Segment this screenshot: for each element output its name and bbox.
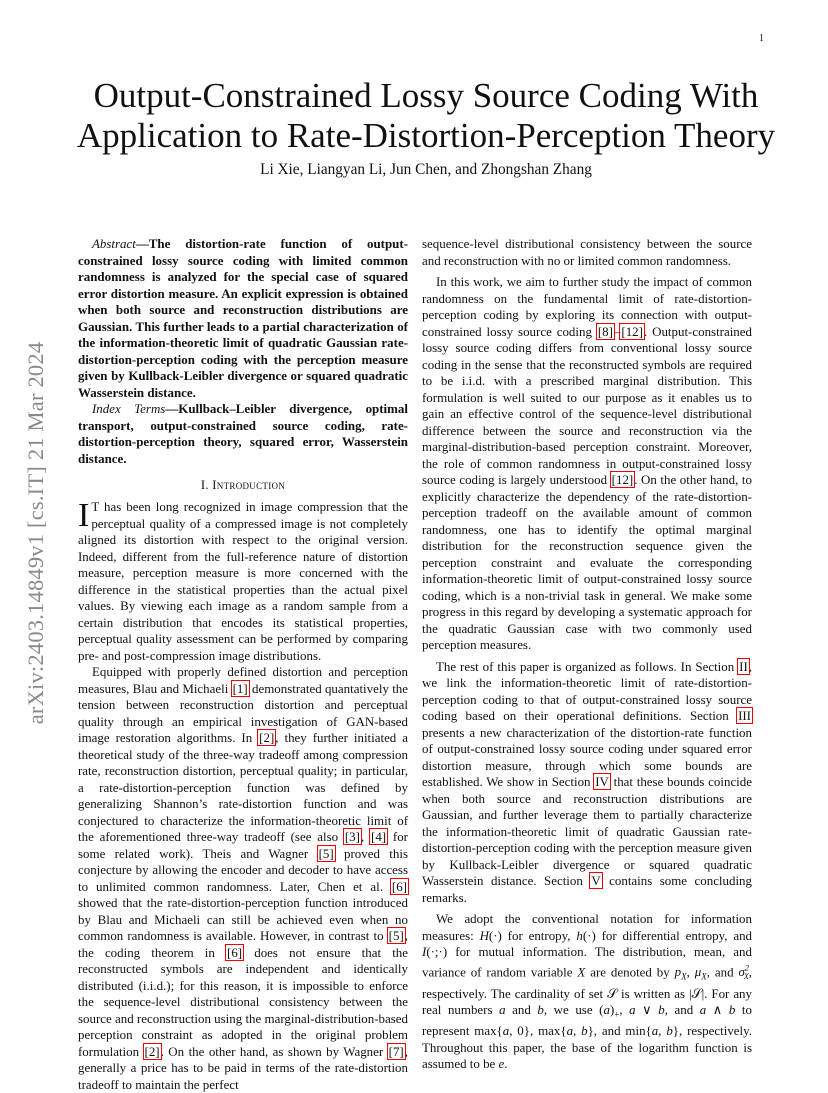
intro-paragraph-2: Equipped with properly defined distortion and perception measures, Blau and Michaeli [1] demonstrated quantatively the tension between reconstruction distortion and perceptual quality through an empirical investigation of GAN-based image restoration algorithms. In [2], they further initiated a theoretical study of the three-way tradeoff among compression rate, reconstruction distortion, perceptual quality; in particular, a rate-distortion-perception function was defined by generalizing Shannon’s rate-distortion function and was conjectured to characterize the information-theoretic limit of the aforementioned three-way tradeoff (see also [3], [4] for some related work). Theis and Wagner [5] proved this conjecture by allowing the encoder and decoder to have access to unlimited common randomness. Later, Chen et al. [6] showed that the rate-distortion-perception function introduced by Blau and Michaeli can still be achieved even when no common randomness is available. However, in contrast to [5], the coding theorem in [6] does not ensure that the reconstructed symbols are independent and identically distributed (i.i.d.); for this reason, it is impossible to enforce the sequence-level distributional consistency between the source and reconstruction using the marginal-distribution-based perception constraint as adopted in the original problem formulation [2]. On the other hand, as shown by Wagner [7], generally a price has to be paid in terms of the rate-distortion tradeoff to maintain the perfect (78, 664, 409, 1092)
authors: Li Xie, Liangyan Li, Jun Chen, and Zhongshan Zhang (260, 161, 592, 178)
intro-paragraph-5: The rest of this paper is organized as follows. In Section II, we link the information-theoretic limit of rate-distortion-perception coding to that of output-constrained lossy source coding based on their operational definitions. Section III presents a new characterization of the distortion-rate function of output-constrained lossy source coding under squared error distortion measure, through which some bounds are established. We show in Section IV that these bounds coincide when both source and reconstruction distributions are Gaussian, and further leverage them to partially characterize the information-theoretic limit of quadratic Gaussian rate-distortion-perception coding with the perception measure given by Kullback-Leibler divergence or squared quadratic Wasserstein distance. Section V contains some concluding remarks. (422, 658, 752, 905)
intro-paragraph-4: In this work, we aim to further study the impact of common randomness on the fundamental limit of rate-distortion-perception coding by exploring its connection with output-constrained lossy source coding [8]–[12]. Output-constrained lossy source coding differs from conventional lossy source coding in the sense that the reconstructed symbols are required to be i.i.d. with a prescribed marginal distribution. This formulation is well suited to our purpose as it enables us to gain an effective control of the sequence-level distributional difference between the source and reconstruction via the marginal-distribution-based perception constraint. Moreover, the role of common randomness in output-constrained lossy source coding is largely understood [12]. On the other hand, to explicitly characterize the dependency of the rate-distortion-perception tradeoff on the available amount of common randomness, one has to identify the optimal marginal distribution for the reconstruction sequence given the perception constraint and evaluate the corresponding information-theoretic limit of output-constrained lossy source coding, which is a non-trivial task in general. We make some progress in this regard by developing a systematic approach for the quadratic Gaussian case with two commonly used perception measures. (422, 274, 752, 652)
abstract: Abstract—The distortion-rate function of output-constrained lossy source coding with limited common randomness is analyzed for the special case of squared error distortion measure. An explicit expression is obtained when both source and reconstruction distributions are Gaussian. This further leads to a partial characterization of the information-theoretic limit of quadratic Gaussian rate-distortion-perception coding with the perception measure given by Kullback-Leibler divergence or squared quadratic Wasserstein distance. (78, 236, 408, 400)
title-line-2: Application to Rate-Distortion-Perception Theory (76, 116, 776, 155)
intro-paragraph-6: We adopt the conventional notation for information measures: H(·) for entropy, h(·) for differential entropy, and I(·;·) for mutual information. The distribution, mean, and variance of random variable X are denoted by $p_X$, $\mu_X$, and $\sigma^2_X$, respectively. The cardinality of set 𝒮 is written as |𝒮|. For any real numbers a and b, we use $(a)_+$, a ∨ b, and a ∧ b to represent max{a, 0}, max{a, b}, and min{a, b}, respectively. Throughout this paper, the base of the logarithm function is assumed to be e. (422, 911, 753, 1072)
intro-paragraph-1: I T has been long recognized in image compression that the perceptual quality of a compressed image is not completely aligned its distortion with respect to the original version. Indeed, different from the full-reference nature of distortion measure, perception measure is more concerned with the difference in the statistical properties than the actual pixel values. By viewing each image as a random sample from a certain distribution that encodes its statistical properties, perceptual quality assessment can be performed by comparing pre- and post-compression image distributions. (78, 497, 408, 663)
intro-paragraph-3: sequence-level distributional consistency between the source and reconstruction with no or limited common randomness. (422, 236, 752, 268)
section-heading: I. Introduction (200, 478, 286, 492)
index-terms: Index Terms—Kullback–Leibler divergence, optimal transport, output-constrained source coding, rate-distortion-perception theory, squared error, Wasserstein distance. (78, 401, 408, 466)
right-column (422, 236, 752, 1073)
page-number: 1 (759, 33, 764, 44)
left-column (78, 236, 408, 1093)
paper-title (60, 76, 792, 156)
title-line-1: Output-Constrained Lossy Source Coding With (93, 76, 759, 115)
arxiv-watermark: arXiv:2403.14849v1 [cs.IT] 21 Mar 2024 (23, 341, 48, 725)
